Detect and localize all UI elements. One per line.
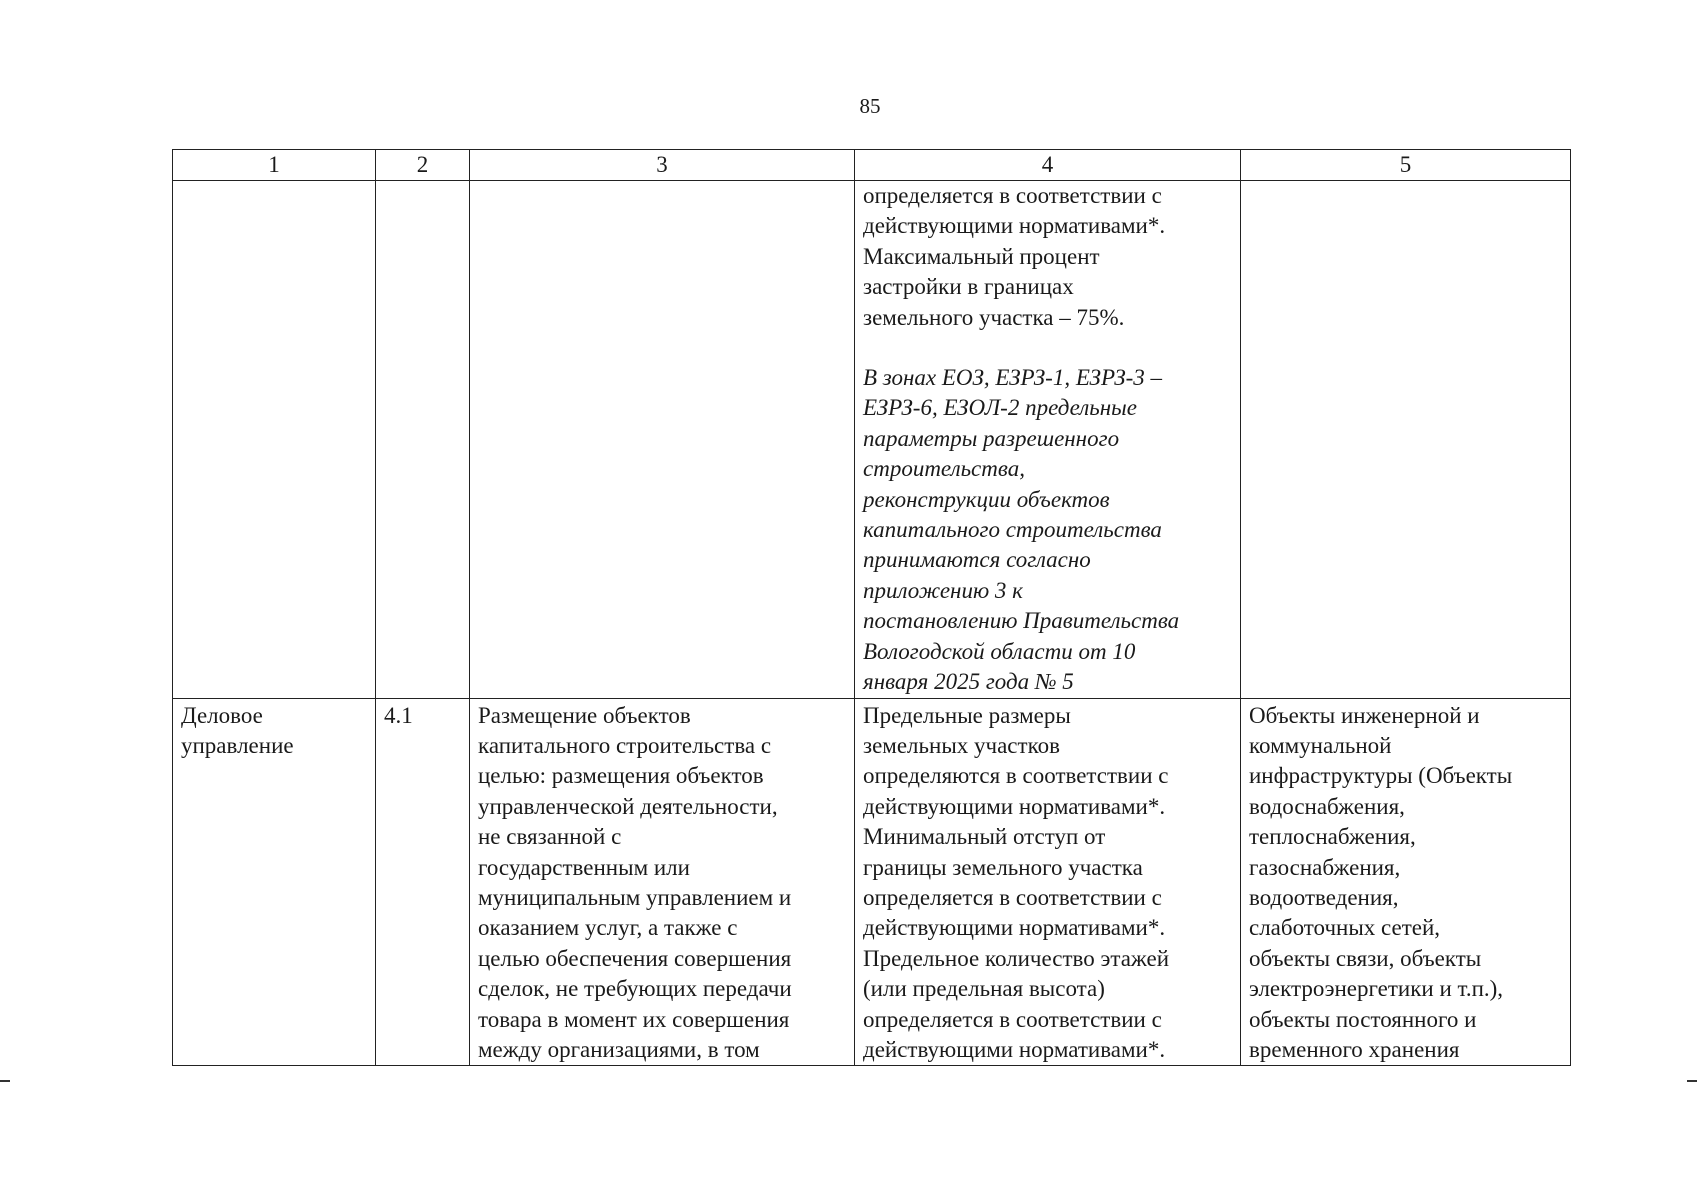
cell-description-text: Размещение объектов капитального строительства с целью: размещения объектов управленческой деятельности, не связанной с государственным или муниципальным управлением и оказанием услуг, а также с целью обеспечения совершения сделок, не требующих передачи товара в момент их совершения между организациями, в том [478,702,792,1062]
cell-auxiliary-text: Объекты инженерной и коммунальной инфраструктуры (Объекты водоснабжения, теплоснабжения, газоснабжения, водоотведения, слаботочных сетей, объекты связи, объекты электроэнергетики и т.п.), объекты постоянного и временного хранения [1249,702,1513,1062]
cell-parameters [855,698,1241,1066]
table-row-continuation [173,181,1571,699]
table-header-row [173,150,1571,181]
cell-code [376,181,470,699]
cell-description [470,181,855,699]
regulations-table [172,149,1571,1066]
parameters-text: определяется в соответствии с действующими нормативами*. Максимальный процент застройки в границах земельного участка – 75%. [863,183,1166,330]
column-header-4: 4 [855,150,1241,181]
cell-auxiliary [1241,698,1571,1066]
cell-description [470,698,855,1066]
left-edge-mark [0,1080,10,1082]
column-header-2: 2 [376,150,470,181]
cell-auxiliary [1241,181,1571,699]
column-header-1: 1 [173,150,376,181]
parameters-zone-note: В зонах ЕОЗ, ЕЗРЗ-1, ЕЗРЗ-3 – ЕЗРЗ-6, ЕЗОЛ-2 предельные параметры разрешенного строительства, реконструкции объектов капитального строительства принимаются согласно приложению 3 к постановлению Правительства Вологодской области от 10 января 2025 года № 5 [863,365,1180,695]
table-row-delovoe-upravlenie [173,698,1571,1066]
column-header-3: 3 [470,150,855,181]
cell-code [376,698,470,1066]
cell-name-text: Деловое управление [181,702,294,758]
page-number: 85 [859,94,881,118]
right-edge-mark [1687,1080,1697,1082]
cell-code-text: 4.1 [384,702,413,728]
parameters-text: Предельные размеры земельных участков определяются в соответствии с действующими нормативами*. Минимальный отступ от границы земельного участка определяется в соответствии с действующими нормативами*. Предельное количество этажей (или предельная высота) определяется в соответствии с действующими нормативами*. [863,702,1170,1062]
cell-parameters [855,181,1241,699]
column-header-5: 5 [1241,150,1571,181]
cell-name [173,698,376,1066]
cell-name [173,181,376,699]
